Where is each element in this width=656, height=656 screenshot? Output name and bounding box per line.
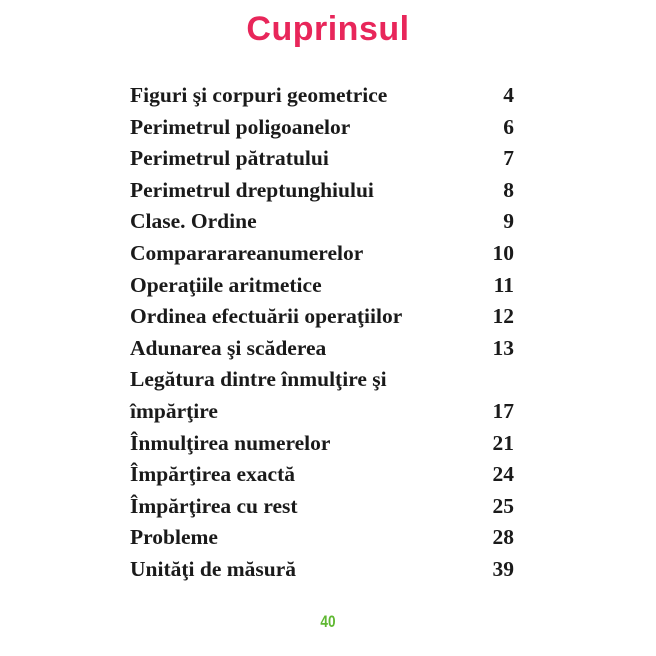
toc-entry-title: Unităţi de măsură bbox=[130, 556, 297, 581]
toc-entry bbox=[130, 522, 520, 554]
toc-entry-page: 8 bbox=[503, 177, 514, 202]
toc-entry-page: 6 bbox=[503, 114, 514, 139]
toc-entry bbox=[130, 491, 520, 523]
toc-entry-title: Figuri şi corpuri geometrice bbox=[130, 83, 388, 107]
toc-entry bbox=[130, 206, 520, 238]
toc-entry bbox=[130, 554, 520, 586]
toc-entry-title: Clase. Ordine bbox=[130, 209, 257, 234]
page-title: Cuprinsul bbox=[246, 10, 410, 48]
toc-entry-title: Operaţiile aritmetice bbox=[130, 272, 322, 297]
toc-entry bbox=[130, 459, 520, 491]
toc-entry-title: Adunarea şi scăderea bbox=[130, 335, 327, 360]
toc-entry-title: Perimetrul pătratului bbox=[130, 146, 329, 171]
toc-entry bbox=[130, 80, 520, 112]
toc-entry-page: 9 bbox=[503, 209, 514, 234]
toc-entry-page: 21 bbox=[492, 430, 514, 455]
toc-entry bbox=[130, 428, 520, 460]
toc-entry-title: Împărţirea exactă bbox=[130, 462, 295, 487]
toc-entry bbox=[130, 364, 520, 427]
toc-entry-title: Compararareanumerelor bbox=[130, 240, 364, 265]
toc-entry-page: 4 bbox=[503, 83, 514, 107]
toc-entry-page: 25 bbox=[492, 493, 514, 518]
toc-entry-title: Perimetrul poligoanelor bbox=[130, 114, 351, 139]
toc-entry bbox=[130, 112, 520, 144]
toc-entry-page: 12 bbox=[492, 304, 514, 329]
table-of-contents bbox=[130, 80, 520, 586]
toc-entry-page: 28 bbox=[492, 525, 514, 550]
toc-entry bbox=[130, 333, 520, 365]
toc-entry-page: 24 bbox=[492, 462, 514, 487]
toc-entry-title: Ordinea efectuării operaţiilor bbox=[130, 304, 403, 329]
toc-entry bbox=[130, 301, 520, 333]
toc-entry-title: Legătura dintre înmulţire şi împărţire bbox=[130, 367, 387, 423]
toc-entry-title: Perimetrul dreptunghiului bbox=[130, 177, 374, 202]
toc-entry-page: 10 bbox=[492, 240, 514, 265]
toc-entry-page: 39 bbox=[492, 556, 514, 581]
toc-entry-page: 17 bbox=[492, 398, 514, 423]
toc-entry bbox=[130, 143, 520, 175]
page-number: 40 bbox=[320, 612, 336, 631]
toc-entry-title: Probleme bbox=[130, 525, 218, 550]
toc-entry-page: 13 bbox=[492, 335, 514, 360]
toc-entry bbox=[130, 238, 520, 270]
toc-entry-title: Împărţirea cu rest bbox=[130, 493, 298, 518]
toc-entry-page: 7 bbox=[503, 146, 514, 171]
toc-entry bbox=[130, 175, 520, 207]
toc-entry-page: 11 bbox=[493, 272, 514, 297]
toc-entry bbox=[130, 270, 520, 302]
toc-entry-title: Înmulţirea numerelor bbox=[130, 430, 331, 455]
